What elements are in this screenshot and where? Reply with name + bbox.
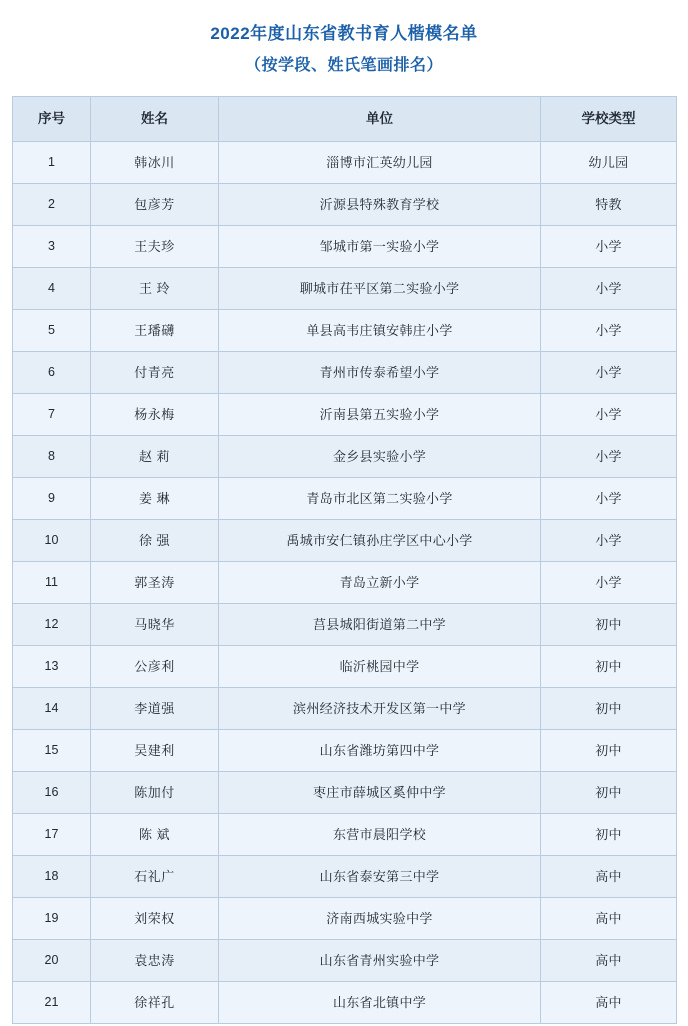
cell-name: 包彦芳 — [91, 184, 219, 226]
table-row — [13, 898, 677, 940]
cell-unit: 邹城市第一实验小学 — [219, 226, 541, 268]
cell-index: 15 — [13, 730, 91, 772]
cell-index: 8 — [13, 436, 91, 478]
table-row — [13, 268, 677, 310]
cell-unit: 青州市传泰希望小学 — [219, 352, 541, 394]
cell-index: 21 — [13, 982, 91, 1024]
cell-index: 7 — [13, 394, 91, 436]
cell-unit: 金乡县实验小学 — [219, 436, 541, 478]
cell-unit: 山东省潍坊第四中学 — [219, 730, 541, 772]
cell-name: 赵 莉 — [91, 436, 219, 478]
cell-type: 高中 — [541, 898, 677, 940]
cell-type: 小学 — [541, 226, 677, 268]
cell-index: 9 — [13, 478, 91, 520]
cell-unit: 聊城市茌平区第二实验小学 — [219, 268, 541, 310]
cell-type: 小学 — [541, 310, 677, 352]
cell-unit: 沂源县特殊教育学校 — [219, 184, 541, 226]
cell-index: 12 — [13, 604, 91, 646]
cell-index: 10 — [13, 520, 91, 562]
page-title: 2022年度山东省教书育人楷模名单 — [210, 24, 478, 43]
cell-unit: 山东省青州实验中学 — [219, 940, 541, 982]
cell-type: 小学 — [541, 436, 677, 478]
cell-type: 初中 — [541, 772, 677, 814]
cell-name: 姜 琳 — [91, 478, 219, 520]
column-header-unit: 单位 — [219, 97, 541, 142]
cell-unit: 淄博市汇英幼儿园 — [219, 142, 541, 184]
table-row — [13, 982, 677, 1024]
table-row — [13, 520, 677, 562]
cell-unit: 青岛市北区第二实验小学 — [219, 478, 541, 520]
table-row — [13, 184, 677, 226]
cell-type: 小学 — [541, 268, 677, 310]
table-row — [13, 730, 677, 772]
table-row — [13, 352, 677, 394]
table-row — [13, 478, 677, 520]
cell-type: 小学 — [541, 520, 677, 562]
cell-name: 公彦利 — [91, 646, 219, 688]
cell-name: 陈加付 — [91, 772, 219, 814]
cell-name: 陈 斌 — [91, 814, 219, 856]
cell-name: 吴建利 — [91, 730, 219, 772]
cell-type: 初中 — [541, 604, 677, 646]
cell-name: 韩冰川 — [91, 142, 219, 184]
cell-unit: 东营市晨阳学校 — [219, 814, 541, 856]
table-row — [13, 604, 677, 646]
table-row — [13, 562, 677, 604]
table-row — [13, 856, 677, 898]
table-header-row — [13, 97, 677, 142]
cell-index: 3 — [13, 226, 91, 268]
cell-unit: 山东省北镇中学 — [219, 982, 541, 1024]
cell-index: 20 — [13, 940, 91, 982]
cell-name: 王璠礴 — [91, 310, 219, 352]
cell-unit: 单县高韦庄镇安韩庄小学 — [219, 310, 541, 352]
cell-index: 6 — [13, 352, 91, 394]
table-body — [13, 142, 677, 1024]
cell-name: 李道强 — [91, 688, 219, 730]
cell-type: 高中 — [541, 982, 677, 1024]
cell-name: 郭圣涛 — [91, 562, 219, 604]
cell-unit: 枣庄市薛城区奚仲中学 — [219, 772, 541, 814]
cell-name: 石礼广 — [91, 856, 219, 898]
column-header-name: 姓名 — [91, 97, 219, 142]
table-row — [13, 814, 677, 856]
cell-index: 16 — [13, 772, 91, 814]
cell-index: 1 — [13, 142, 91, 184]
cell-name: 徐祥孔 — [91, 982, 219, 1024]
cell-unit: 青岛立新小学 — [219, 562, 541, 604]
cell-type: 特教 — [541, 184, 677, 226]
cell-unit: 沂南县第五实验小学 — [219, 394, 541, 436]
cell-unit: 禹城市安仁镇孙庄学区中心小学 — [219, 520, 541, 562]
cell-index: 5 — [13, 310, 91, 352]
cell-index: 13 — [13, 646, 91, 688]
cell-type: 初中 — [541, 646, 677, 688]
cell-name: 杨永梅 — [91, 394, 219, 436]
cell-type: 小学 — [541, 562, 677, 604]
cell-unit: 滨州经济技术开发区第一中学 — [219, 688, 541, 730]
table-row — [13, 310, 677, 352]
column-header-type: 学校类型 — [541, 97, 677, 142]
cell-name: 马晓华 — [91, 604, 219, 646]
cell-name: 刘荣权 — [91, 898, 219, 940]
cell-index: 14 — [13, 688, 91, 730]
table-row — [13, 226, 677, 268]
cell-name: 徐 强 — [91, 520, 219, 562]
cell-unit: 山东省泰安第三中学 — [219, 856, 541, 898]
cell-type: 小学 — [541, 394, 677, 436]
table-header — [13, 97, 677, 142]
cell-type: 高中 — [541, 940, 677, 982]
table-row — [13, 646, 677, 688]
cell-index: 11 — [13, 562, 91, 604]
cell-name: 付青亮 — [91, 352, 219, 394]
column-header-index: 序号 — [13, 97, 91, 142]
cell-index: 19 — [13, 898, 91, 940]
cell-index: 4 — [13, 268, 91, 310]
page-subtitle: （按学段、姓氏笔画排名） — [244, 57, 443, 74]
roster-table — [12, 96, 677, 1024]
table-row — [13, 436, 677, 478]
table-row — [13, 142, 677, 184]
cell-name: 王夫珍 — [91, 226, 219, 268]
cell-type: 高中 — [541, 856, 677, 898]
cell-index: 17 — [13, 814, 91, 856]
cell-type: 幼儿园 — [541, 142, 677, 184]
cell-unit: 莒县城阳街道第二中学 — [219, 604, 541, 646]
cell-name: 袁忠涛 — [91, 940, 219, 982]
table-row — [13, 940, 677, 982]
cell-unit: 临沂桃园中学 — [219, 646, 541, 688]
cell-type: 初中 — [541, 730, 677, 772]
table-row — [13, 394, 677, 436]
cell-index: 18 — [13, 856, 91, 898]
document-title-block — [12, 0, 676, 96]
cell-name: 王 玲 — [91, 268, 219, 310]
cell-type: 小学 — [541, 478, 677, 520]
table-row — [13, 772, 677, 814]
cell-type: 初中 — [541, 688, 677, 730]
cell-type: 初中 — [541, 814, 677, 856]
cell-index: 2 — [13, 184, 91, 226]
cell-unit: 济南西城实验中学 — [219, 898, 541, 940]
table-row — [13, 688, 677, 730]
cell-type: 小学 — [541, 352, 677, 394]
